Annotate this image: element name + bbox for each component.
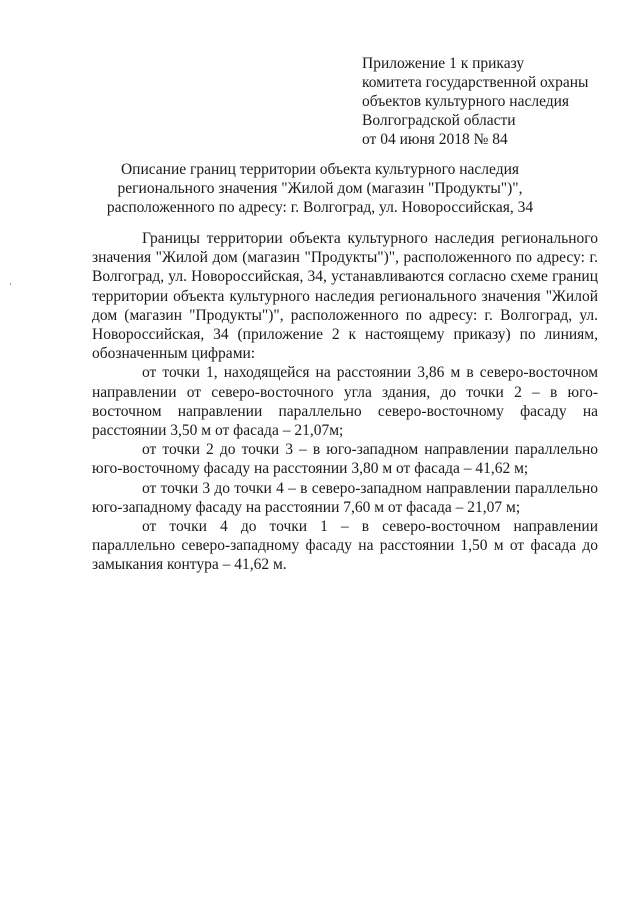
title-line: регионального значения "Жилой дом (магазин "Продукты")", [117, 180, 523, 197]
body-paragraph: от точки 3 до точки 4 – в северо-западном направлении параллельно юго-западному фасаду на расстоянии 7,60 м от фасада – 21,07 м; [92, 479, 598, 516]
body-paragraph: от точки 1, находящейся на расстоянии 3,86 м в северо-восточном направлении от северо-восточного угла здания, до точки 2 – в юго-восточном направлении параллельно северо-восточному фасаду на расстоянии 3,50 м от фасада – 21,07м; [92, 364, 598, 440]
title-line: расположенного по адресу: г. Волгоград, ул. Новороссийская, 34 [106, 199, 534, 216]
document-body [92, 229, 598, 575]
scan-artifact [10, 283, 11, 285]
appendix-line: Волгоградской области [362, 112, 516, 129]
document-title [90, 160, 550, 217]
appendix-line: комитета государственной охраны [362, 74, 589, 91]
appendix-header [362, 54, 622, 149]
body-paragraph: Границы территории объекта культурного наследия регионального значения "Жилой дом (магазин "Продукты")", расположенного по адресу: г. Волгоград, ул. Новороссийская, 34, устанавливаются согласно схеме границ территории объекта культурного наследия регионального значения "Жилой дом (магазин "Продукты")", расположенного по адресу: г. Волгоград, ул. Новороссийская, 34 (приложение 2 к настоящему приказу) по линиям, обозначенным цифрами: [92, 230, 598, 363]
body-paragraph: от точки 2 до точки 3 – в юго-западном направлении параллельно юго-восточному фасаду на расстоянии 3,80 м от фасада – 41,62 м; [92, 441, 598, 478]
appendix-line: от 04 июня 2018 № 84 [362, 131, 508, 148]
body-paragraph: от точки 4 до точки 1 – в северо-восточном направлении параллельно северо-западному фасаду на расстоянии 1,50 м от фасада до замыкания контура – 41,62 м. [92, 518, 598, 574]
appendix-line: объектов культурного наследия [362, 93, 570, 110]
appendix-line: Приложение 1 к приказу [362, 55, 525, 72]
title-line: Описание границ территории объекта культурного наследия [120, 161, 520, 178]
